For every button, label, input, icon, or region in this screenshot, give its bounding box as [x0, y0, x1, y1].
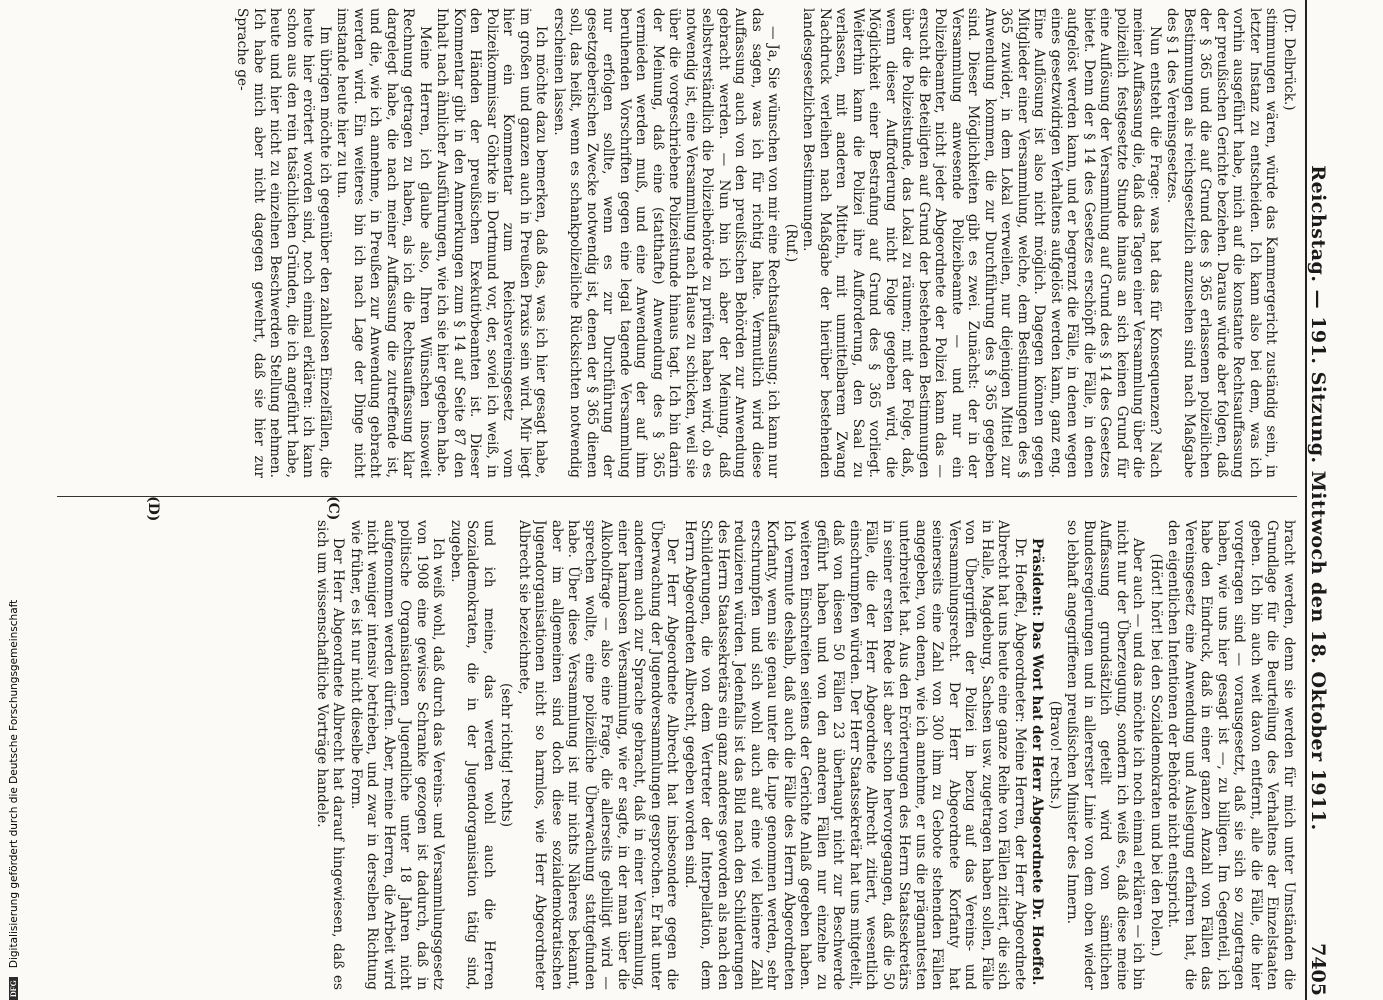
right-paragraph: Der Herr Abgeordnete Albrecht hat darauf hingewiesen, daß es sich um wissenschaftliche Vorträge handele. [314, 520, 347, 990]
margin-marker-c: (C) [325, 496, 341, 521]
president-line: Präsident: Das Wort hat der Herr Abgeordnete Dr. Hoeffel. [1029, 538, 1046, 986]
right-paragraph: Der Herr Abgeordnete Albrecht hat insbesondere gegen die Überwachung der Jugendversammlungen gesprochen. Er hat unter anderem auch zur Sprache gebracht, daß in einer Versammlung, einer harmlosen Versammlung, wie er sagte, in der man über die Alkoholfrage — also eine Frage, die allerseits gebilligt wird — sprechen wollte, eine polizeiliche Überwachung stattgefunden habe. Über diese Versammlung ist mir nichts Näheres bekannt, aber im allgemeinen sind doch diese sozialdemokratischen Jugendorganisationen nicht so harmlos, wie Herr Abgeordneter Albrecht sie bezeichnete, [516, 520, 681, 990]
left-paragraph: Nun entsteht die Frage: was hat das für Konsequenzen? Nach meiner Auffassung die, daß das Tagen einer Versammlung über die polizeilich festgesetzte Stunde hinaus an sich keinen Grund für eine Auflösung der Versammlung auf Grund des § 14 des Gesetzes bietet. Denn der § 14 des Gesetzes erschöpft die Fälle, in denen aufgelöst werden kann, und er begrenzt die Fälle, in denen wegen eines gesetzwidrigen Verhaltens aufgelöst werden kann, ganz eng. Eine Auflösung ist also nicht möglich. Dagegen können gegen Mitglieder einer Versammlung, welche, dem Bestimmungen des § 365 zuwider, in dem Lokal verweilen, nur diejenigen Mittel zur Anwendung kommen, die zur Durchführung des § 365 gegeben sind. Dieser Möglichkeiten gibt es zwei. Zunächst: der in der Versammlung anwesende Polizeibeamte — und nur ein Polizeibeamter, nicht jeder Abgeordnete der Polizei kann das — ersucht die Beteiligten auf Grund der bestehenden Bestimmungen über die Polizeistunde, das Lokal zu räumen; mit der Folge, daß, wenn dieser Aufforderung nicht Folge gegeben wird, die Möglichkeit einer Bestrafung auf Grund des § 365 vorliegt. Weiterhin kann die Polizei ihre Aufforderung, den Saal zu verlassen, mit anderen Mitteln, mit unmittelbarem Zwang Nachdruck verleihen nach Maßgabe der hierüber bestehenden landesgesetzlichen Bestimmungen. [800, 8, 1163, 478]
interjection: (Bravo! rechts.) [1047, 700, 1063, 810]
left-paragraph: stimmungen wären, würde das Kammergericht zuständig sein, in letzter Instanz zu entscheiden. Ich kann also bei dem, was ich vorhin ausgeführt habe, mich auf die konstante Rechtsauffassung der preußischen Gerichte beziehen. Daraus würde aber folgen, daß der § 365 und die auf Grund des § 365 erlassenen polizeilichen Bestimmungen als reichsgesetzlich anzusehen sind nach Maßgabe des § 1 des Vereinsgesetzes. [1164, 8, 1280, 478]
right-paragraph: Ich weiß wohl, daß durch das Vereins- und Versammlungsgesetz von 1908 eine gewisse Schranke gezogen ist dadurch, daß in politische Organisationen Jugendliche unter 18 Jahren nicht aufgenommen werden dürfen. Aber, meine Herren, die Arbeit wird nicht weniger intensiv betrieben, und zwar in derselben Richtung wie früher, es ist nur nicht dieselbe Form. [348, 520, 447, 990]
left-paragraph: Ich möchte dazu bemerken, daß das, was ich hier gesagt habe, im großen und ganzen auch in Preußen Praxis sein wird. Mir liegt hier ein Kommentar zum Reichsvereinsgesetz vom Polizeikommissar Göhrke in Dortmund vor, der, soviel ich weiß, in den Händen der preußischen Exekutivbeamten ist. Dieser Kommentar gibt in den Anmerkungen zum § 14 auf Seite 87 den Inhalt nach ähnlicher Ausführungen, wie ich sie hier gegeben habe. [434, 8, 550, 478]
column-divider [57, 496, 1297, 497]
right-paragraph: Aber auch — und das möchte ich noch einmal erklären — ich bin nicht nur der Überzeugung, sondern ich weiß es, daß diese meine Auffassung grundsätzlich geteilt wird von sämtlichen Bundesregierungen und in allererster Linie von dem oben wieder so lebhaft angegriffenen preußischen Minister des Innern. [1064, 520, 1147, 990]
interjection: (Ruf.) [783, 223, 799, 263]
credit-text: Digitalisierung gefördert durch die Deutsche Forschungsgemeinschaft [8, 599, 20, 969]
dfg-credit [4, 0, 20, 1000]
left-paragraph: — Ja, Sie wünschen von mir eine Rechtsauffassung; ich kann nur das sagen, was ich für richtig halte. Vermutlich wird diese Auffassung auch von den preußischen Behörden zur Anwendung gebracht werden. — Nun bin ich aber der Meinung, daß selbstverständlich die Polizeibehörde zu prüfen haben wird, ob es notwendig ist, eine Versammlung nach Hause zu schicken, weil sie über die vorgeschriebene Polizeistunde hinaus tagt. Ich bin darin der Meinung, daß eine (statthafte) Anwendung des § 365 vermieden werden muß, und eine Anwendung der auf ihm beruhenden Vorschriften gegen eine legal tagende Versammlung nur erfolgen sollte, wenn es zur Durchführung der gesetzgeberischen Zwecke notwendig ist, denen der § 365 dienen soll, das heißt, wenn es schankpolizeiliche Rücksichten notwendig erscheinen lassen. [551, 8, 782, 478]
left-column [52, 8, 1297, 478]
dfg-logo: DFG [9, 977, 18, 1000]
speaker-tag: (Dr. Delbrück.) [1281, 8, 1297, 111]
rotated-sheet [41, 0, 1341, 1000]
left-paragraph: Meine Herren, ich glaube also, Ihren Wünschen insoweit Rechnung getragen zu haben, als ich die Rechtsauffassung klar dargelegt habe, die nach meiner Auffassung die zutreffende ist, und die, wie ich annehme, in Preußen zur Anwendung gebracht werden wird. Ein weiteres bin ich nach Lage der Dinge nicht imstande heute hier zu tun. [334, 8, 433, 478]
right-column [52, 520, 1297, 990]
left-paragraph: Im übrigen möchte ich gegenüber den zahllosen Einzelfällen, die heute hier erörtert worden sind, noch einmal erklären: ich kann schon aus den rein tatsächlichen Gründen, die ich angeführt habe, heute und hier nicht zu einzelnen Beschwerden Stellung nehmen. Ich habe mich aber nicht dagegen gewehrt, daß sie hier zur Sprache ge- [234, 8, 333, 478]
right-paragraph: und ich meine, das werden wohl auch die Herren Sozialdemokraten, die in der Jugendorganisation tätig sind, zugeben. [448, 520, 497, 990]
interjection: (sehr richtig! rechts) [498, 682, 515, 828]
page-title: Reichstag. — 191. Sitzung. Mittwoch den 18. Oktober 1911. [1307, 165, 1329, 831]
right-paragraph: bracht werden, denn sie werden für mich unter Umständen die Grundlage für die Beurteilung des Verhaltens der Einzelstaaten geben. Ich bin auch weit davon entfernt, alle die Fälle, die hier vorgetragen sind — vorausgesetzt, daß sie sich so zugetragen haben, wie uns hier gesagt ist —, zu billigen. Im Gegenteil, ich habe den Eindruck, daß in einer ganzen Anzahl von Fällen das Vereinsgesetz eine Anwendung und Auslegung erfahren hat, die den eigentlichen Intentionen der Behörde nicht entspricht. [1165, 520, 1297, 990]
page-header [1305, 0, 1337, 1000]
margin-marker-d: (D) [145, 496, 161, 522]
right-paragraph: Dr. Hoeffel, Abgeordneter: Meine Herren, der Herr Abgeordnete Albrecht hat uns heute eine ganze Reihe von Fällen zitiert, die sich in Halle, Magdeburg, Sachsen usw. zugetragen haben sollen, Fälle von Übergriffen der Polizei in bezug auf das Vereins- und Versammlungsrecht. Der Herr Abgeordnete Korfanty hat seinerseits eine Zahl von 300 ihm zu Gebote stehenden Fällen angegeben, von denen, wie ich annehme, er uns die prägnantesten unterbreitet hat. Aus den Erörterungen des Herrn Staatssekretärs in seiner ersten Rede ist aber schon hervorgegangen, daß die 50 Fälle, die der Herr Abgeordnete Albrecht zitiert, wesentlich einschrumpfen würden. Der Herr Staatssekretär hat uns mitgeteilt, daß von diesen 50 Fällen 23 überhaupt nicht zur Beschwerde geführt haben und von den anderen Fällen nur einzelne zu weiteren Einschreiten seitens der Gerichte Anlaß gegeben haben. Ich vermute deshalb, daß auch die Fälle des Herrn Abgeordneten Korfanty, wenn sie genau unter die Lupe genommen werden, sehr erschrumpfen und sich wohl auch auf eine viel kleinere Zahl reduzieren würden. Jedenfalls ist das Bild nach den Schilderungen des Herrn Staatssekretärs ein ganz anderes geworden als nach den Schilderungen, die von dem Vertreter der Interpellation, dem Herrn Abgeordneten Albrecht, gegeben worden sind. [682, 520, 1028, 990]
interjection: (Hört! hört! bei den Sozialdemokraten und bei den Polen.) [1148, 553, 1164, 957]
page-number: 7405 [1307, 943, 1329, 996]
